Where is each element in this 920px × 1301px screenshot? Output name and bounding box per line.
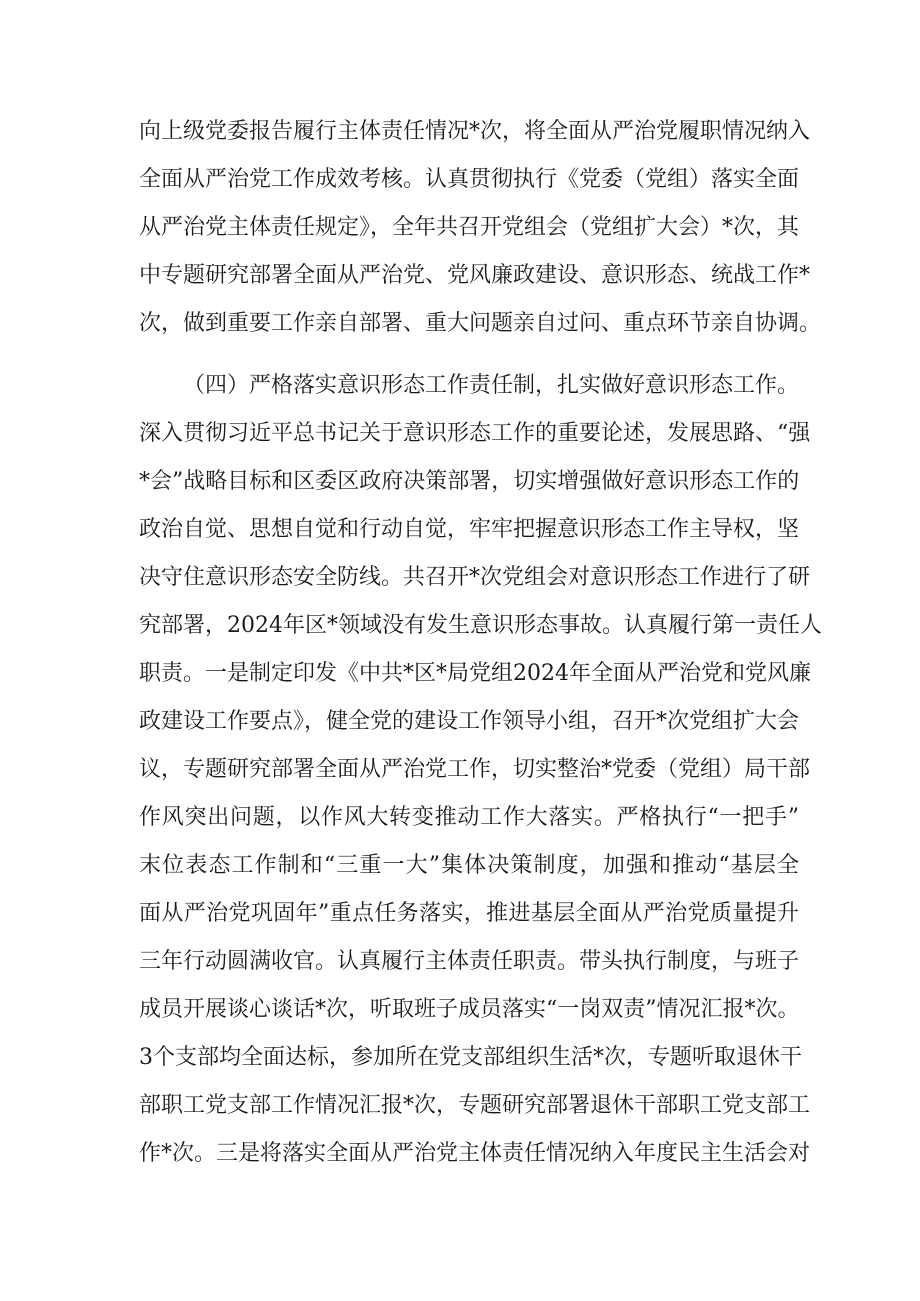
text-line: 成员开展谈心谈话*次，听取班子成员落实“一岗双责”情况汇报*次。 (139, 997, 800, 1022)
text-line: 政治自觉、思想自觉和行动自觉，牢牢把握意识形态工作主导权，坚 (139, 517, 800, 542)
text-line: 议，专题研究部署全面从严治党工作，切实整治*党委（党组）局干部 (139, 757, 811, 782)
text-line: 究部署，2024年区*领域没有发生意识形态事故。认真履行第一责任人 (139, 613, 822, 638)
text-line: 3个支部均全面达标，参加所在党支部组织生活*次，专题听取退休干 (139, 1045, 802, 1070)
text-line: 决守住意识形态安全防线。共召开*次党组会对意识形态工作进行了研 (139, 565, 811, 590)
text-line: 部职工党支部工作情况汇报*次，专题研究部署退休干部职工党支部工 (139, 1093, 811, 1118)
text-line: 向上级党委报告履行主体责任情况*次，将全面从严治党履职情况纳入 (139, 119, 811, 144)
paragraph-2 (139, 362, 822, 1178)
text-line: 作*次。三是将落实全面从严治党主体责任情况纳入年度民主生活会对 (139, 1141, 811, 1166)
text-line: 全面从严治党工作成效考核。认真贯彻执行《党委（党组）落实全面 (139, 167, 800, 192)
text-line: 中专题研究部署全面从严治党、党风廉政建设、意识形态、统战工作* (139, 263, 811, 288)
paragraph-1 (139, 108, 822, 348)
text-line: 作风突出问题，以作风大转变推动工作大落实。严格执行“一把手” (139, 805, 799, 830)
text-line: 面从严治党巩固年”重点任务落实，推进基层全面从严治党质量提升 (139, 901, 799, 926)
text-line: 政建设工作要点》，健全党的建设工作领导小组，召开*次党组扩大会 (139, 709, 800, 734)
document-body (139, 108, 822, 1178)
text-line: 次，做到重要工作亲自部署、重大问题亲自过问、重点环节亲自协调。 (139, 311, 822, 336)
text-line: 三年行动圆满收官。认真履行主体责任职责。带头执行制度，与班子 (139, 949, 800, 974)
text-line: 末位表态工作制和“三重一大”集体决策制度，加强和推动“基层全 (139, 853, 799, 878)
section-heading-line: （四）严格落实意识形态工作责任制，扎实做好意识形态工作。 (183, 373, 800, 398)
text-line: 职责。一是制定印发《中共*区*局党组2024年全面从严治党和党风廉 (139, 661, 811, 686)
paragraph-spacer (139, 348, 799, 362)
text-line: 深入贯彻习近平总书记关于意识形态工作的重要论述，发展思路、“强 (139, 421, 811, 446)
text-line: 从严治党主体责任规定》，全年共召开党组会（党组扩大会）*次，其 (139, 215, 800, 240)
text-line: *会”战略目标和区委区政府决策部署，切实增强做好意识形态工作的 (139, 469, 800, 494)
